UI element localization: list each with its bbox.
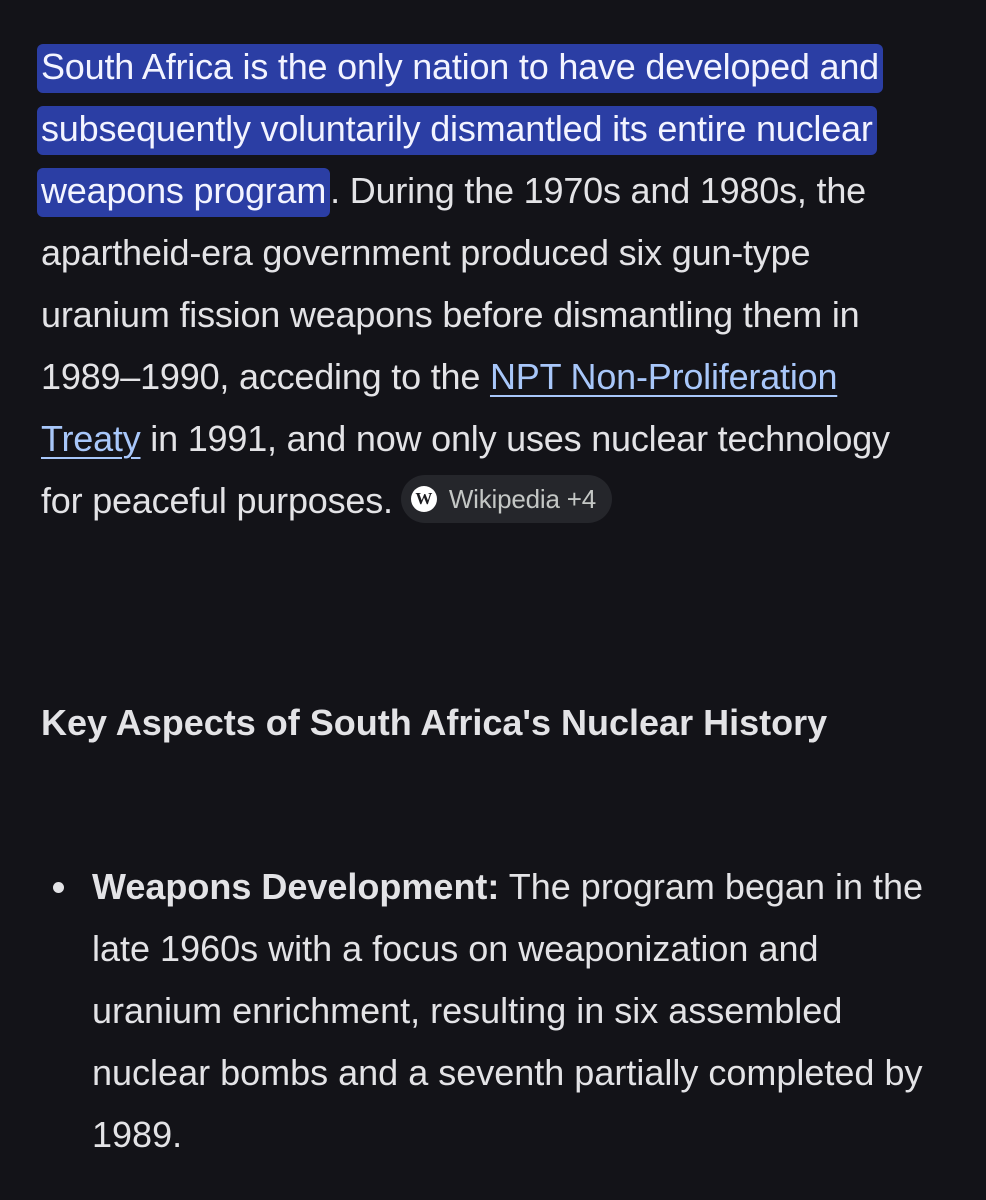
npt-treaty-link[interactable]: NPT Non-Proliferation Treaty <box>41 356 838 459</box>
highlighted-text[interactable]: South Africa is the only nation to have developed and subsequently voluntarily dismantled its entire nuclear weapons program <box>37 44 883 217</box>
source-chip[interactable] <box>401 475 612 523</box>
key-aspects-list <box>0 856 986 1166</box>
wikipedia-icon: W <box>411 486 437 512</box>
list-item-text: The program began in the late 1960s with a focus on weaponization and uranium enrichment, resulting in six assembled nuclear bombs and a seventh partially completed by 1989. <box>92 866 924 1155</box>
intro-paragraph <box>41 36 941 532</box>
list-item <box>0 856 986 1166</box>
section-heading: Key Aspects of South Africa's Nuclear History <box>41 702 828 743</box>
intro-text-before-link: . During the 1970s and 1980s, the apartheid-era government produced six gun-type uranium fission weapons before dismantling them in 1989–1990, acceding to the <box>41 170 866 397</box>
source-chip-label: Wikipedia +4 <box>448 484 597 515</box>
intro-text-after-link: in 1991, and now only uses nuclear technology for peaceful purposes. <box>41 418 890 521</box>
bullet-icon <box>53 882 64 893</box>
list-item-term: Weapons Development: <box>92 866 500 907</box>
